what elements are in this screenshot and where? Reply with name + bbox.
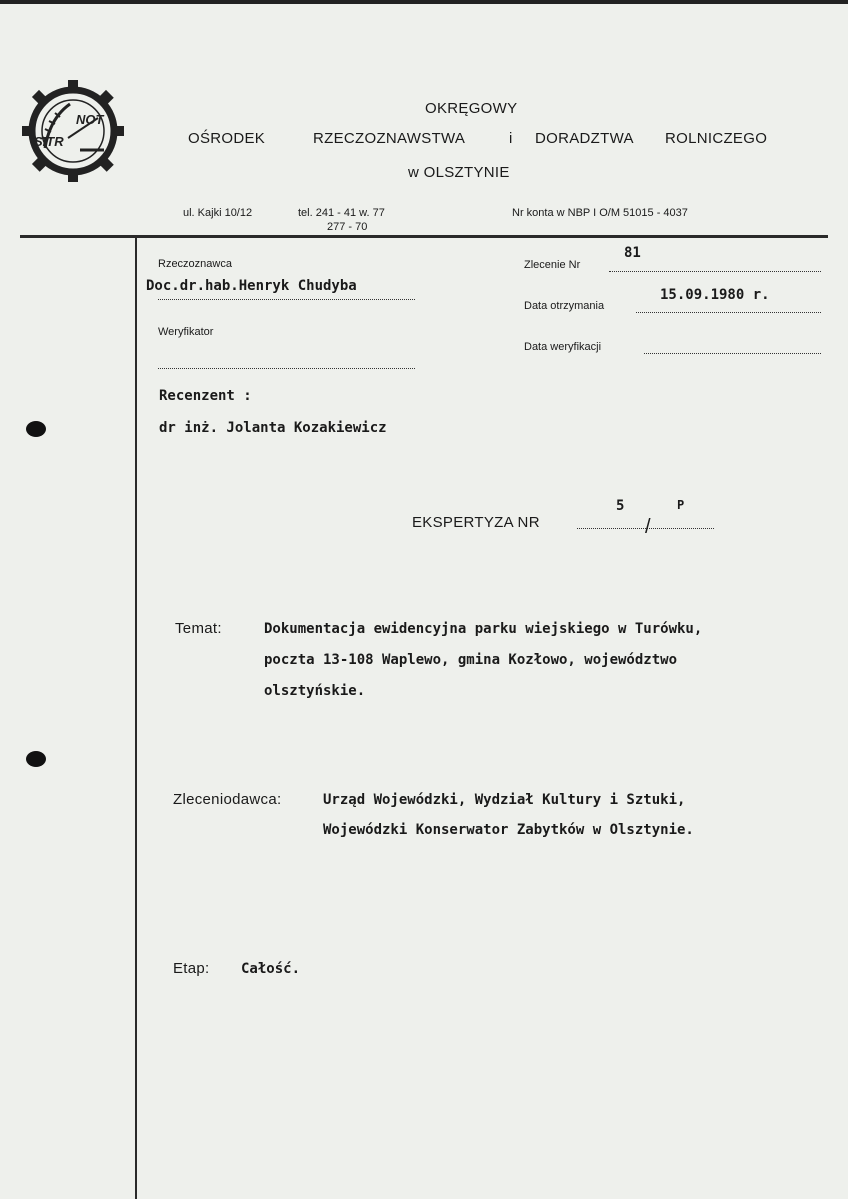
expert-dotted-line bbox=[158, 299, 415, 300]
expertise-suffix: P bbox=[677, 498, 685, 512]
topic-line-3: olsztyńskie. bbox=[264, 683, 366, 699]
phone-2: 277 - 70 bbox=[327, 221, 368, 233]
scan-top-edge bbox=[0, 0, 848, 4]
header-word-osrodek: OŚRODEK bbox=[188, 130, 266, 147]
client-line-2: Wojewódzki Konserwator Zabytków w Olsztynie. bbox=[323, 822, 694, 838]
not-sitr-logo bbox=[20, 78, 126, 184]
verification-date-label: Data weryfikacji bbox=[524, 341, 602, 353]
client-label: Zleceniodawca: bbox=[173, 791, 282, 808]
stage-label: Etap: bbox=[173, 960, 210, 977]
phone: tel. 241 - 41 w. 77 bbox=[298, 207, 385, 219]
punch-hole-top bbox=[26, 421, 46, 437]
bank-account: Nr konta w NBP I O/M 51015 - 4037 bbox=[512, 207, 688, 219]
received-dotted-line bbox=[636, 312, 821, 313]
expertise-slash: / bbox=[645, 516, 651, 538]
received-date: 15.09.1980 r. bbox=[660, 287, 770, 303]
verifier-label: Weryfikator bbox=[158, 326, 214, 338]
punch-hole-bottom bbox=[26, 751, 46, 767]
margin-rule bbox=[135, 237, 137, 1199]
order-label: Zlecenie Nr bbox=[524, 259, 581, 271]
received-label: Data otrzymania bbox=[524, 300, 605, 312]
logo-text-sitr: SITR bbox=[34, 134, 64, 149]
stage-value: Całość. bbox=[241, 961, 301, 977]
header-word-doradztwa: DORADZTWA bbox=[535, 130, 634, 147]
order-dotted-line bbox=[609, 271, 821, 272]
topic-line-1: Dokumentacja ewidencyjna parku wiejskiego w Turówku, bbox=[264, 621, 703, 637]
expert-label: Rzeczoznawca bbox=[158, 258, 232, 270]
reviewer-value: dr inż. Jolanta Kozakiewicz bbox=[159, 420, 387, 436]
logo-text-not: NOT bbox=[76, 112, 104, 127]
header-rule bbox=[20, 235, 828, 238]
header-line-1: OKRĘGOWY bbox=[425, 100, 518, 117]
verifier-dotted-line bbox=[158, 368, 415, 369]
reviewer-label: Recenzent : bbox=[159, 388, 252, 404]
header-word-rolniczego: ROLNICZEGO bbox=[665, 130, 768, 147]
expertise-number: 5 bbox=[616, 498, 625, 514]
topic-line-2: poczta 13-108 Waplewo, gmina Kozłowo, województwo bbox=[264, 652, 678, 668]
expert-value: Doc.dr.hab.Henryk Chudyba bbox=[146, 278, 357, 294]
header-line-3: w OLSZTYNIE bbox=[408, 164, 510, 181]
verification-dotted-line bbox=[644, 353, 821, 354]
order-number: 81 bbox=[624, 245, 641, 261]
header-word-rzeczoznawstwa: RZECZOZNAWSTWA bbox=[313, 130, 466, 147]
expertise-label: EKSPERTYZA NR bbox=[412, 514, 540, 531]
topic-label: Temat: bbox=[175, 620, 222, 637]
client-line-1: Urząd Wojewódzki, Wydział Kultury i Sztuki, bbox=[323, 792, 686, 808]
address: ul. Kajki 10/12 bbox=[183, 207, 253, 219]
header-word-i: i bbox=[509, 130, 513, 147]
